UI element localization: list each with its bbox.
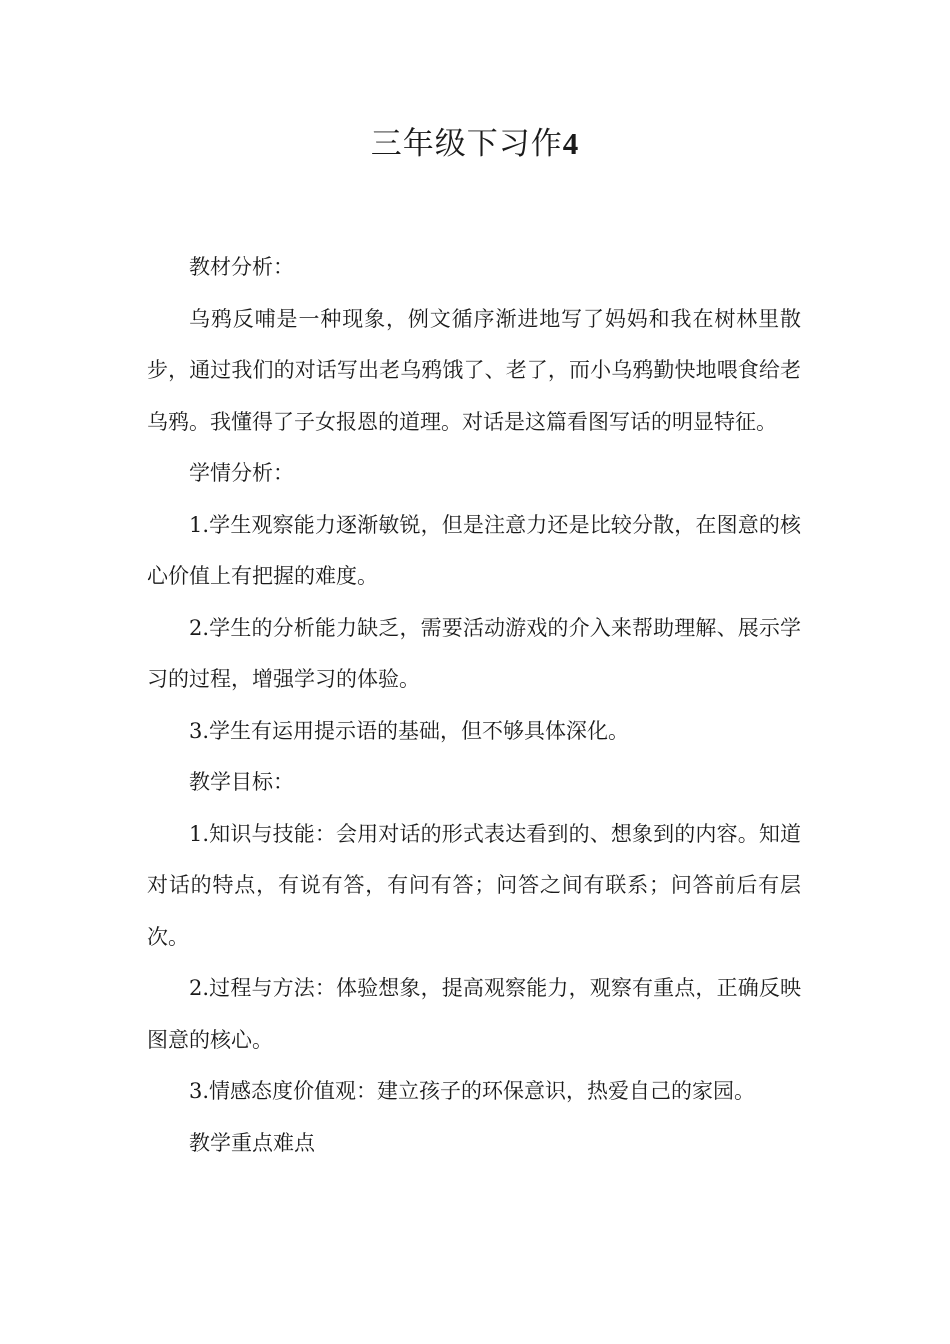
document-title [0,122,950,166]
heading-key-difficulties: 教学重点难点 [189,1130,315,1155]
heading-teaching-goals: 教学目标： [189,770,294,794]
paragraph-goal-3: 3.情感态度价值观：建立孩子的环保意识，热爱自己的家园。 [189,1079,756,1103]
paragraph-student-analysis-1: 1.学生观察能力逐渐敏锐，但是注意力还是比较分散，在图意的核心价值上有把握的难度。 [147,512,801,588]
paragraph-textbook-analysis: 乌鸦反哺是一种现象，例文循序渐进地写了妈妈和我在树林里散步，通过我们的对话写出老乌鸦饿了、老了，而小乌鸦勤快地喂食给老乌鸦。我懂得了子女报恩的道理。对话是这篇看图写话的明显特征。 [147,306,801,434]
title-text: 三年级下习作 [370,126,563,162]
heading-student-analysis: 学情分析： [189,461,294,485]
paragraph-student-analysis-3: 3.学生有运用提示语的基础，但不够具体深化。 [189,718,630,743]
title-number: 4 [562,126,580,161]
paragraph-student-analysis-2: 2.学生的分析能力缺乏，需要活动游戏的介入来帮助理解、展示学习的过程，增强学习的体验。 [147,615,801,691]
document-body [147,242,801,1169]
heading-textbook-analysis: 教材分析： [189,255,294,279]
paragraph-goal-2: 2.过程与方法：体验想象，提高观察能力，观察有重点，正确反映图意的核心。 [147,976,801,1052]
paragraph-goal-1: 1.知识与技能：会用对话的形式表达看到的、想象到的内容。知道对话的特点，有说有答，有问有答；问答之间有联系；问答前后有层次。 [147,821,801,949]
